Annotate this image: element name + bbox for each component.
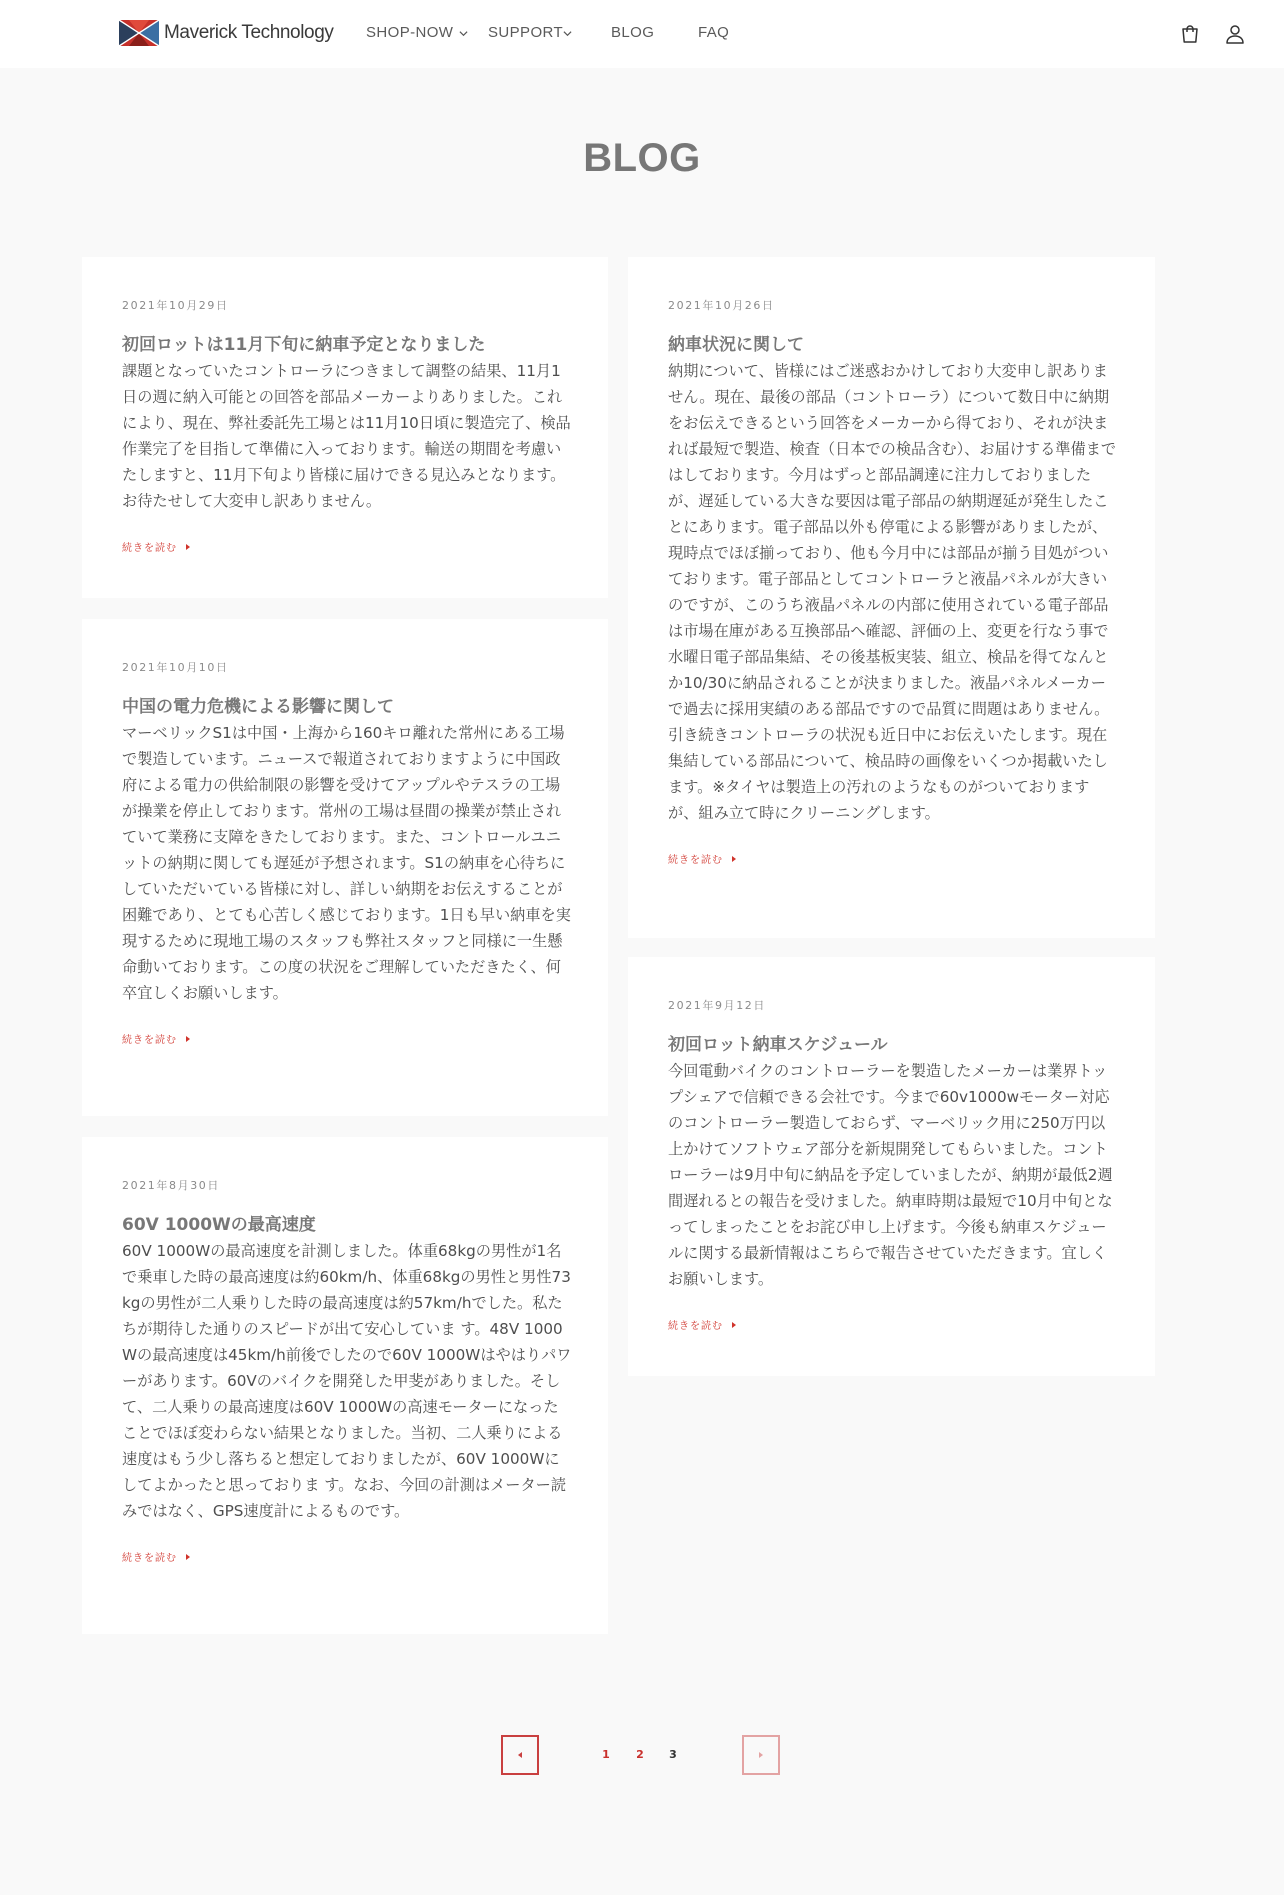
read-more-link[interactable] [668,851,736,866]
read-more-link[interactable] [668,1317,736,1332]
post-title[interactable]: 60V 1000Wの最高速度 [122,1215,316,1235]
post-date: 2021年9月12日 [668,999,766,1012]
post-title[interactable]: 納車状況に関して [668,335,804,355]
post-excerpt: 今回電動バイクのコントローラーを製造したメーカーは業界トップシェアで信頼できる会社です。今まで60v1000wモーター対応のコントローラー製造しておらず、マーベリック用に250万円以上かけてソフトウェア部分を新規開発してもらいました。コントローラーは9月中旬に納品を予定していましたが、納期が最低2週間遅れるとの報告を受けました。納車時期は最短で10月中旬となってしまったことをお詫び申し上げます。今後も納車スケジュールに関する最新情報はこちらで報告させていただきます。宜しくお願いします。 [668,1062,1113,1288]
post-date: 2021年10月26日 [668,299,775,312]
pagination-page-2[interactable]: 2 [636,1748,644,1761]
site-header [0,0,1284,68]
post-excerpt: 課題となっていたコントローラにつきまして調整の結果、11月1日の週に納入可能との回答を部品メーカーよりありました。これにより、現在、弊社委託先工場とは11月10日頃に製造完了、検品作業完了を目指して準備に入っております。輸送の期間を考慮いたしますと、11月下旬より皆様に届けできる見込みとなります。お待たせして大変申し訳ありません。 [122,362,571,510]
blog-card [82,257,608,598]
arrow-right-icon [186,1036,190,1042]
post-date: 2021年10月29日 [122,299,229,312]
read-more-label: 続きを読む [122,1553,177,1564]
page-title: BLOG [583,136,701,180]
logo[interactable] [117,17,333,49]
pagination-page-1[interactable]: 1 [602,1748,610,1761]
read-more-label: 続きを読む [122,543,177,554]
read-more-link[interactable] [122,1549,190,1564]
pagination-page-current: 3 [669,1748,677,1761]
read-more-label: 続きを読む [668,855,723,866]
arrow-right-icon [732,856,736,862]
pagination-next-button[interactable] [742,1735,780,1775]
post-title[interactable]: 中国の電力危機による影響に関して [122,697,394,717]
blog-card [628,257,1155,938]
chevron-left-icon [516,1751,524,1759]
read-more-label: 続きを読む [122,1035,177,1046]
chevron-right-icon [757,1751,765,1759]
post-date: 2021年10月10日 [122,661,229,674]
post-title[interactable]: 初回ロット納車スケジュール [668,1035,888,1055]
nav-shop-now[interactable]: SHOP-NOW [366,24,454,41]
read-more-label: 続きを読む [668,1321,723,1332]
nav-faq[interactable]: FAQ [698,24,730,41]
blog-card [82,619,608,1116]
account-icon[interactable] [1223,22,1247,46]
post-excerpt: 60V 1000Wの最高速度を計測しました。体重68kgの男性が1名で乗車した時の最高速度は約60km/h、体重68kgの男性と男性73kgの男性が二人乗りした時の最高速度は約57km/hでした。私たちが期待した通りのスピードが出て安心していま す。48V 1000Wの最高速度は45km/h前後でしたので60V 1000Wはやはりパワーがあります。60Vのバイクを開発した甲斐がありました。そして、二人乗りの最高速度は60V 1000Wの高速モーターになったことでほぼ変わらない結果となりました。当初、二人乗りによる速度はもう少し落ちると想定しておりましたが、60V 1000Wにしてよかったと思っておりま す。なお、今回の計測はメーター読みではなく、GPS速度計によるものです。 [122,1242,572,1520]
arrow-right-icon [732,1322,736,1328]
post-excerpt: マーベリックS1は中国・上海から160キロ離れた常州にある工場で製造しています。ニュースで報道されておりますように中国政府による電力の供給制限の影響を受けてアップルやテスラの工場が操業を停止しております。常州の工場は昼間の操業が禁止されていて業務に支障をきたしております。また、コントロールユニットの納期に関しても遅延が予想されます。S1の納車を心待ちにしていただいている皆様に対し、詳しい納期をお伝えすることが困難であり、とても心苦しく感じております。1日も早い納車を実現するために現地工場のスタッフも弊社スタッフと同様に一生懸命動いております。この度の状況をご理解していただきたく、何卒宜しくお願いします。 [122,724,571,1002]
blog-card [82,1137,608,1634]
post-excerpt: 納期について、皆様にはご迷惑おかけしており大変申し訳ありません。現在、最後の部品（コントローラ）について数日中に納期をお伝えできるという回答をメーカーから得ており、それが決まれば最短で製造、検査（日本での検品含む）、お届けする準備まではしております。今月はずっと部品調達に注力しておりましたが、遅延している大きな要因は電子部品の納期遅延が発生したことにあります。電子部品以外も停電による影響がありましたが、現時点でほぼ揃っており、他も今月中には部品が揃う目処がついております。電子部品としてコントローラと液晶パネルが大きいのですが、このうち液晶パネルの内部に使用されている電子部品は市場在庫がある互換部品へ確認、評価の上、変更を行なう事で水曜日電子部品集結、その後基板実装、組立、検品を得てなんとか10/30に納品されることが決まりました。液晶パネルメーカーで過去に採用実績のある部品ですので品質に問題はありません。引き続きコントローラの状況も近日中にお伝えいたします。現在集結している部品について、検品時の画像をいくつか掲載いたします。※タイヤは製造上の汚れのようなものがついておりますが、組み立て時にクリーニングします。 [668,362,1117,822]
arrow-right-icon [186,544,190,550]
chevron-down-icon[interactable] [459,29,468,38]
arrow-right-icon [186,1554,190,1560]
post-title[interactable]: 初回ロットは11月下旬に納車予定となりました [122,335,486,355]
logo-text: Maverick Technology [164,22,334,43]
nav-blog[interactable]: BLOG [611,24,655,41]
read-more-link[interactable] [122,539,190,554]
chevron-down-icon[interactable] [563,29,572,38]
maverick-logo-icon [117,18,161,48]
read-more-link[interactable] [122,1031,190,1046]
pagination-prev-button[interactable] [501,1735,539,1775]
nav-support[interactable]: SUPPORT [488,24,564,41]
blog-card [628,957,1155,1376]
post-date: 2021年8月30日 [122,1179,220,1192]
cart-icon[interactable] [1178,22,1202,46]
